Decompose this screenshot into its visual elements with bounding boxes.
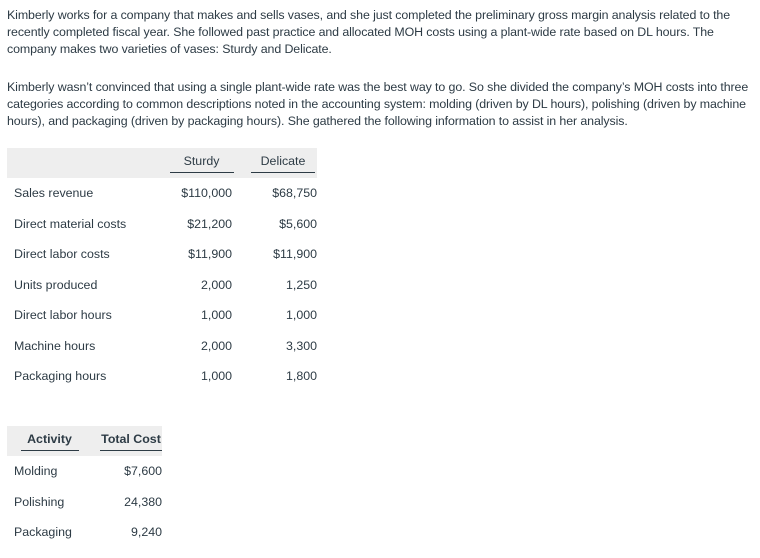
sturdy-value: 1,000: [200, 369, 232, 384]
activity-cost: 9,240: [130, 525, 162, 540]
intro-paragraph-2: Kimberly wasn’t convinced that using a single plant-wide rate was the best way to go. So she divided the company’s MOH costs into three categories according to common descriptions noted in the accounting system: molding (driven by DL hours), polishing (driven by machine hours), and packaging (driven by packaging hours). She gathered the following information to assist in her analysis.: [7, 80, 749, 128]
table-row: [7, 456, 162, 487]
activity-name: Polishing: [14, 494, 65, 509]
product-data-table: [7, 148, 317, 392]
row-label: Units produced: [14, 277, 98, 292]
delicate-value: 3,300: [285, 338, 317, 353]
header-activity: [7, 426, 92, 456]
product-table-header-row: [7, 148, 317, 178]
intro-paragraph-1: Kimberly works for a company that makes and sells vases, and she just completed the preliminary gross margin analysis related to the recently completed fiscal year. She followed past practice and allocated MOH costs using a plant-wide rate based on DL hours. The company makes two varieties of vases: Sturdy and Delicate.: [7, 8, 731, 56]
row-label: Machine hours: [14, 338, 96, 353]
table-row: [7, 487, 162, 518]
table-row: [7, 270, 317, 301]
sturdy-value: $110,000: [181, 186, 232, 201]
header-sturdy-label: Sturdy: [170, 153, 234, 173]
delicate-value: $11,900: [273, 247, 317, 262]
sturdy-value: 2,000: [200, 338, 232, 353]
delicate-value: 1,800: [285, 369, 317, 384]
table-row: [7, 517, 162, 548]
row-label: Direct labor costs: [14, 247, 110, 262]
table-row: [7, 178, 317, 209]
header-delicate-label: Delicate: [251, 153, 315, 173]
table-row: [7, 209, 317, 240]
header-activity-label: Activity: [21, 431, 79, 451]
activity-name: Packaging: [14, 525, 72, 540]
row-label: Direct material costs: [14, 216, 127, 231]
row-label: Direct labor hours: [14, 308, 112, 323]
delicate-value: 1,000: [285, 308, 317, 323]
delicate-value: $5,600: [279, 216, 317, 231]
table-row: [7, 361, 317, 392]
header-sturdy: [154, 148, 239, 178]
activity-cost: $7,600: [124, 464, 162, 479]
table-row: [7, 300, 317, 331]
header-total-cost: [92, 426, 162, 456]
row-label: Sales revenue: [14, 186, 94, 201]
header-delicate: [239, 148, 317, 178]
sturdy-value: $11,900: [188, 247, 232, 262]
header-total-cost-label: Total Cost: [100, 431, 162, 451]
sturdy-value: $21,200: [187, 216, 232, 231]
activity-cost-table: [7, 426, 162, 548]
delicate-value: $68,750: [272, 186, 317, 201]
row-label: Packaging hours: [14, 369, 107, 384]
sturdy-value: 2,000: [200, 277, 232, 292]
activity-table-header-row: [7, 426, 162, 456]
table-row: [7, 239, 317, 270]
header-blank: [7, 148, 154, 178]
activity-name: Molding: [14, 464, 58, 479]
table-row: [7, 331, 317, 362]
delicate-value: 1,250: [285, 277, 317, 292]
activity-cost: 24,380: [124, 494, 162, 509]
sturdy-value: 1,000: [200, 308, 232, 323]
